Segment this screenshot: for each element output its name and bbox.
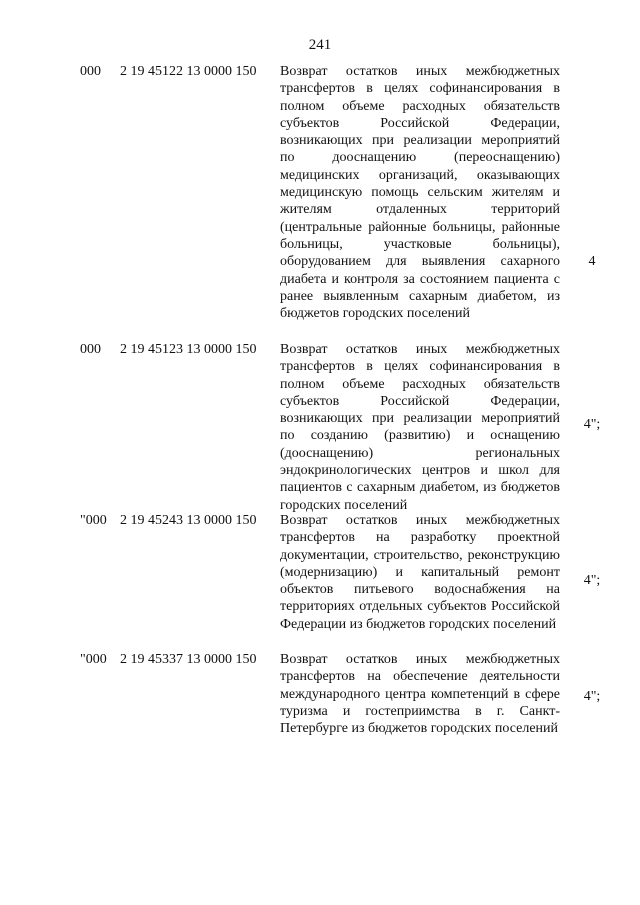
- budget-classification-code: 2 19 45123 13 0000 150: [120, 342, 257, 357]
- admin-code: 000: [80, 342, 101, 357]
- admin-code: 000: [80, 64, 101, 79]
- row-description: Возврат остатков иных межбюджетных трансфертов в целях софинансирования в полном объеме расходных обязательств субъектов Российской Федерации, возникающих при реализации мероприятий по дооснащению (переоснащению) медицинских организаций, оказывающих медицинскую помощь сельским жителям и жителям отдаленных территорий (центральные районные больницы, районные больницы, участковые больницы), оборудованием для выявления сахарного диабета и контроля за состоянием пациента с ранее выявленным сахарным диабетом, из бюджетов городских поселений: [280, 64, 560, 322]
- budget-classification-code: 2 19 45243 13 0000 150: [120, 513, 257, 528]
- row-description: Возврат остатков иных межбюджетных трансфертов на разработку проектной документации, строительство, реконструкцию (модернизацию) и капитальный ремонт объектов питьевого водоснабжения на территориях отдельных субъектов Российской Федерации из бюджетов городских поселений: [280, 513, 560, 632]
- row-description: Возврат остатков иных межбюджетных трансфертов на обеспечение деятельности международного центра компетенций в сфере туризма и гостеприимства в г. Санкт-Петербурге из бюджетов городских поселений: [280, 652, 560, 737]
- row-value: 4";: [583, 417, 601, 432]
- row-value: 4: [588, 254, 596, 269]
- row-value: 4";: [583, 689, 601, 704]
- admin-code: "000: [80, 652, 107, 667]
- admin-code: "000: [80, 513, 107, 528]
- page-number: 241: [308, 37, 332, 53]
- row-description: Возврат остатков иных межбюджетных трансфертов в целях софинансирования в полном объеме расходных обязательств субъектов Российской Федерации, возникающих при реализации мероприятий по созданию (развитию) и оснащению (дооснащению) региональных эндокринологических центров и школ для пациентов с сахарным диабетом, из бюджетов городских поселений: [280, 342, 560, 513]
- budget-classification-code: 2 19 45122 13 0000 150: [120, 64, 257, 79]
- budget-classification-code: 2 19 45337 13 0000 150: [120, 652, 257, 667]
- row-value: 4";: [583, 573, 601, 588]
